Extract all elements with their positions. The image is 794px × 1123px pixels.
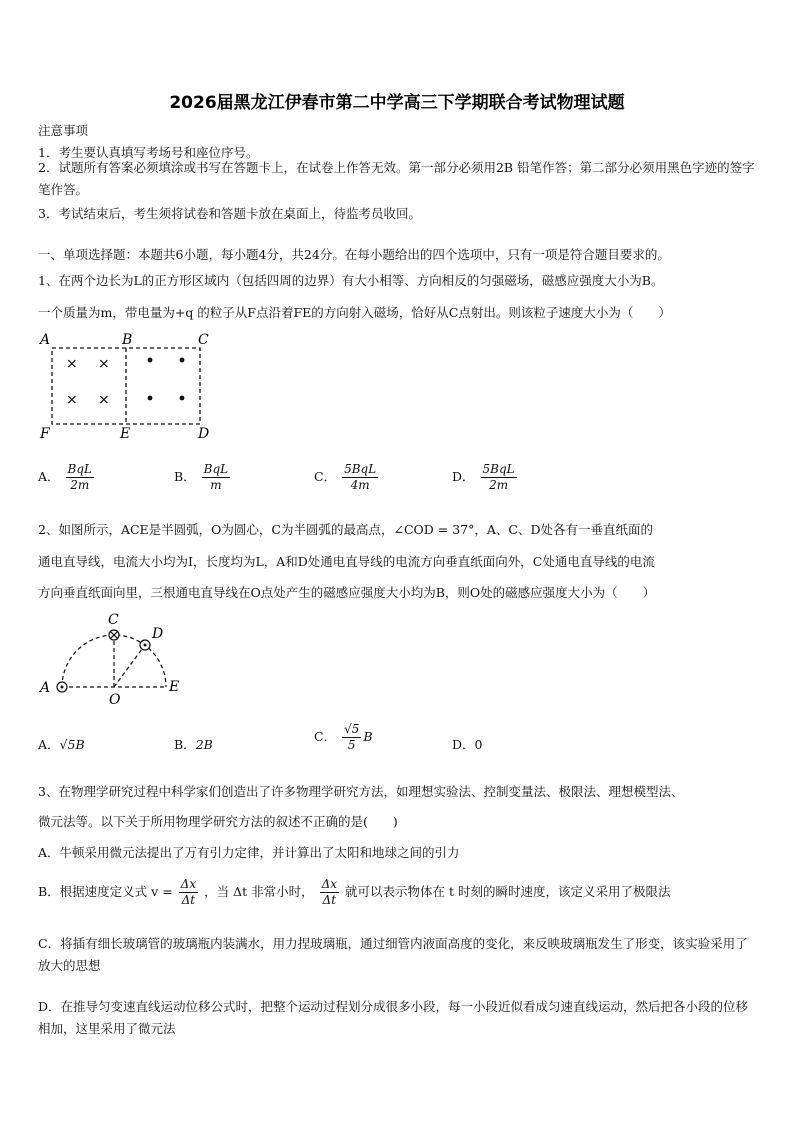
- label-D: D: [152, 626, 164, 642]
- label-F: F: [40, 426, 50, 442]
- q3-stem-line1: 3、在物理学研究过程中科学家们创造出了许多物理学研究方法，如理想实验法、控制变量法、极限法、理想模型法、: [38, 784, 684, 799]
- notice-item-1: 1．考生要认真填写考场号和座位序号。: [38, 145, 259, 160]
- q2-semicircle-diagram: [36, 612, 196, 707]
- label-C: C: [108, 612, 119, 628]
- q3-option-b[interactable]: B．根据速度定义式 v = $\frac{\Delta x}{\Delta t}$ ，当 Δt 非常小时， $\frac{\Delta x}{\Delta t}$ 就可以表示物体在 t 时刻的瞬时速度，该定义采用了极限法: [38, 877, 671, 907]
- label-B: B: [122, 332, 133, 348]
- field-cross: ×: [66, 356, 78, 372]
- field-dot: [180, 358, 185, 363]
- label-A: A: [40, 332, 51, 348]
- notice-item-2: 2．试题所有答案必须填涂或书写在答题卡上，在试卷上作答无效。第一部分必须用2B 铅笔作答；第二部分必须用黑色字迹的签字笔作答。: [38, 160, 755, 197]
- q2-stem-line3: 方向垂直纸面向里，三根通电直导线在O点处产生的磁感应强度大小均为B，则O处的磁感应强度大小为（ ）: [38, 585, 656, 600]
- section-heading: 一、单项选择题：本题共6小题，每小题4分，共24分。在每小题给出的四个选项中，只有一项是符合题目要求的。: [38, 247, 670, 262]
- q1-option-c[interactable]: C． $\frac{\text{5BqL}}{4m}$: [314, 462, 377, 492]
- q3-stem-line2: 微元法等。以下关于所用物理学研究方法的叙述不正确的是( ): [38, 814, 398, 829]
- field-dot: [180, 396, 185, 401]
- q1-option-a[interactable]: A． $\frac{\text{BqL}}{2m}$: [38, 462, 92, 492]
- wire-c-into-page: [109, 630, 119, 640]
- q2-option-a[interactable]: A．√5B: [38, 737, 85, 752]
- label-E: E: [120, 426, 131, 442]
- label-O: O: [109, 692, 121, 707]
- field-cross: ×: [98, 356, 110, 372]
- q2-option-c[interactable]: C． $\frac{√5}{5}$ B: [314, 722, 373, 752]
- wire-d-out-of-page: [140, 640, 150, 650]
- q3-option-a[interactable]: A．牛顿采用微元法提出了万有引力定律，并计算出了太阳和地球之间的引力: [38, 845, 460, 860]
- q2-option-d[interactable]: D．0: [452, 737, 483, 752]
- q3-option-d[interactable]: D．在推导匀变速直线运动位移公式时，把整个运动过程划分成很多小段，每一小段近似看成匀速直线运动，然后把各小段的位移相加，这里采用了微元法: [38, 999, 749, 1036]
- q1-option-d[interactable]: D． $\frac{\text{5BqL}}{2m}$: [452, 462, 515, 492]
- label-A: A: [40, 680, 51, 696]
- field-cross: ×: [66, 392, 78, 408]
- label-E: E: [169, 679, 180, 695]
- exam-title: 2026届黑龙江伊春市第二中学高三下学期联合考试物理试题: [169, 93, 625, 113]
- q2-stem-line1: 2、如图所示，ACE是半圆弧，O为圆心，C为半圆弧的最高点，∠COD = 37°，A、C、D处各有一垂直纸面的: [38, 522, 653, 537]
- q1-stem-line1: 1、在两个边长为L的正方形区域内（包括四周的边界）有大小相等、方向相反的匀强磁场，磁感应强度大小为B。: [38, 273, 664, 288]
- field-cross: ×: [98, 392, 110, 408]
- q1-field-diagram: [36, 330, 226, 445]
- label-C: C: [198, 332, 209, 348]
- wire-a-out-of-page: [57, 682, 67, 692]
- field-dot: [148, 396, 153, 401]
- field-dot: [148, 358, 153, 363]
- q2-option-b[interactable]: B．2B: [174, 737, 213, 752]
- notice-item-3: 3．考试结束后，考生须将试卷和答题卡放在桌面上，待监考员收回。: [38, 206, 421, 221]
- notice-heading: 注意事项: [38, 123, 89, 138]
- label-D: D: [198, 426, 210, 442]
- q1-option-b[interactable]: B． $\frac{\text{BqL}}{m}$: [174, 462, 229, 492]
- q3-option-c[interactable]: C．将插有细长玻璃管的玻璃瓶内装满水，用力捏玻璃瓶，通过细管内液面高度的变化，来反映玻璃瓶发生了形变，该实验采用了放大的思想: [38, 936, 748, 973]
- q1-stem-line2: 一个质量为m，带电量为+q 的粒子从F点沿着FE的方向射入磁场，恰好从C点射出。则该粒子速度大小为（ ）: [38, 305, 671, 320]
- q2-stem-line2: 通电直导线，电流大小均为I，长度均为L，A和D处通电直导线的电流方向垂直纸面向外，C处通电直导线的电流: [38, 554, 655, 569]
